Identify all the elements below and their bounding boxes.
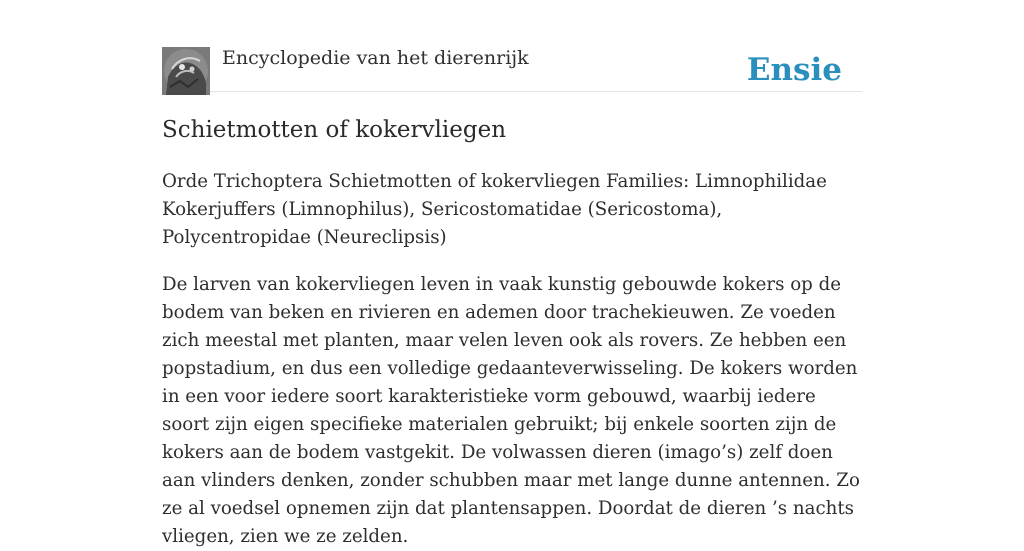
animal-photo-icon <box>162 47 210 95</box>
article-paragraph-2: De larven van kokervliegen leven in vaak kunstig gebouwde kokers op de bodem van beken en rivieren en ademen door trachekieuwen. Ze voeden zich meestal met planten, maar velen leven ook als rovers. Ze hebben een popstadium, en dus een volledige gedaanteverwisseling. De kokers worden in een voor iedere soort karakteristieke vorm gebouwd, waarbij iedere soort zijn eigen specifieke materialen gebruikt; bij enkele soorten zijn de kokers aan de bodem vastgekit. De volwassen dieren (imago’s) zelf doen aan vlinders denken, zonder schubben maar met lange dunne antennen. Zo ze al voedsel opnemen zijn dat plantensappen. Doordat de dieren ’s nachts vliegen, zien we ze zelden. <box>162 274 860 547</box>
brand-logo[interactable]: Ensie <box>746 52 842 88</box>
article-title: Schietmotten of kokervliegen <box>162 117 507 143</box>
article-card <box>162 0 862 547</box>
article-paragraph-1: Orde Trichoptera Schietmotten of kokervliegen Families: Limnophilidae Kokerjuffers (Limnophilus), Sericostomatidae (Sericostoma), Polycentropidae (Neureclipsis) <box>162 171 827 248</box>
source-name[interactable]: Encyclopedie van het dierenrijk <box>222 47 529 69</box>
avatar <box>162 47 210 95</box>
article-header <box>162 0 862 92</box>
